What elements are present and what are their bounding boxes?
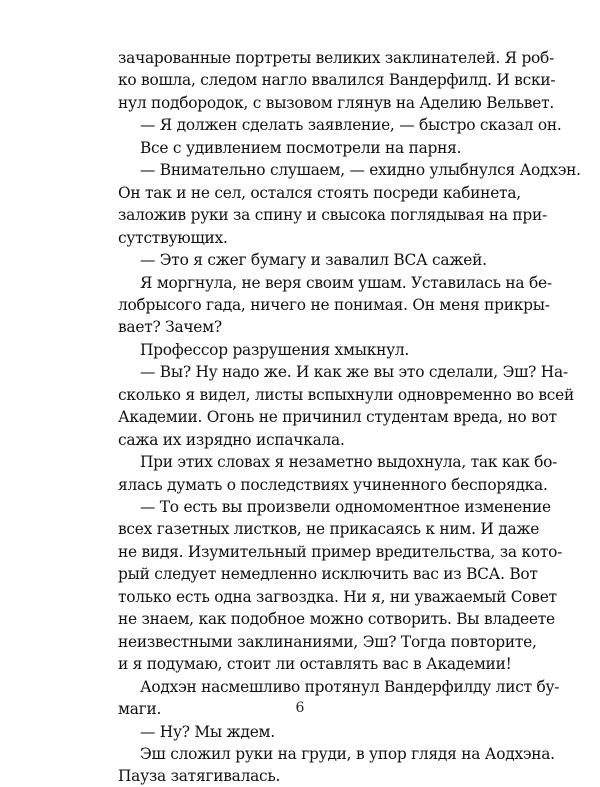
text-line: заложив руки за спину и свысока поглядывая на при- (118, 206, 547, 225)
text-line: Все с удивлением посмотрели на парня. (140, 138, 462, 157)
text-line: Пауза затягивалась. (118, 767, 281, 786)
text-line: сутствующих. (118, 228, 228, 247)
text-line: неизвестными заклинаниями, Эш? Тогда повторите, (118, 632, 537, 651)
text-line: нул подбородок, с вызовом глянув на Аделию Вельвет. (118, 93, 554, 112)
text-line: Профессор разрушения хмыкнул. (140, 340, 410, 359)
text-line: — Внимательно слушаем, — ехидно улыбнулся Аодхэн. (140, 161, 581, 180)
text-line: — Это я сжег бумагу и завалил ВСА сажей. (140, 251, 487, 270)
text-line: Эш сложил руки на груди, в упор глядя на Аодхэна. (140, 744, 555, 763)
text-line: маги. (118, 700, 162, 719)
text-line: Аодхэн насмешливо протянул Вандерфилду лист бу- (140, 677, 560, 696)
text-line: ялась думать о последствиях учиненного беспорядка. (118, 475, 548, 494)
text-line: вает? Зачем? (118, 318, 222, 337)
page-number: 6 (295, 700, 305, 716)
text-line: Он так и не сел, остался стоять посреди кабинета, (118, 183, 521, 202)
text-line: только есть одна загвоздка. Ни я, ни уважаемый Совет (118, 587, 557, 606)
text-line: всех газетных листков, не прикасаясь к ним. И даже (118, 520, 540, 539)
text-line: ко вошла, следом нагло ввалился Вандерфилд. И вски- (118, 71, 556, 90)
text-line: — Я должен сделать заявление, — быстро сказал он. (140, 116, 562, 135)
text-line: не видя. Изумительный пример вредительства, за кото- (118, 542, 563, 561)
text-line: — Ну? Мы ждем. (140, 722, 275, 741)
text-line: — То есть вы произвели одномоментное изменение (140, 498, 551, 516)
text-line: При этих словах я незаметно выдохнула, так как бо- (140, 453, 558, 472)
text-line: Академии. Огонь не причинил студентам вреда, но вот (118, 408, 557, 427)
text-line: сажа их изрядно испачкала. (118, 430, 345, 449)
text-line: сколько я видел, листы вспыхнули одновременно во всей (118, 385, 574, 404)
text-line: зачарованные портреты великих заклинателей. Я роб- (118, 49, 555, 67)
text-line: Я моргнула, не веря своим ушам. Уставилась на бе- (140, 273, 552, 292)
text-line: и я подумаю, стоит ли оставлять вас в Академии! (118, 655, 512, 674)
text-line: — Вы? Ну надо же. И как же вы это сделали, Эш? На- (140, 363, 568, 382)
text-line: не знаем, как подобное можно сотворить. Вы владеете (118, 610, 555, 629)
text-line: лобрысого гада, ничего не понимая. Он меня прикры- (118, 295, 550, 314)
text-line: рый следует немедленно исключить вас из ВСА. Вот (118, 565, 538, 584)
